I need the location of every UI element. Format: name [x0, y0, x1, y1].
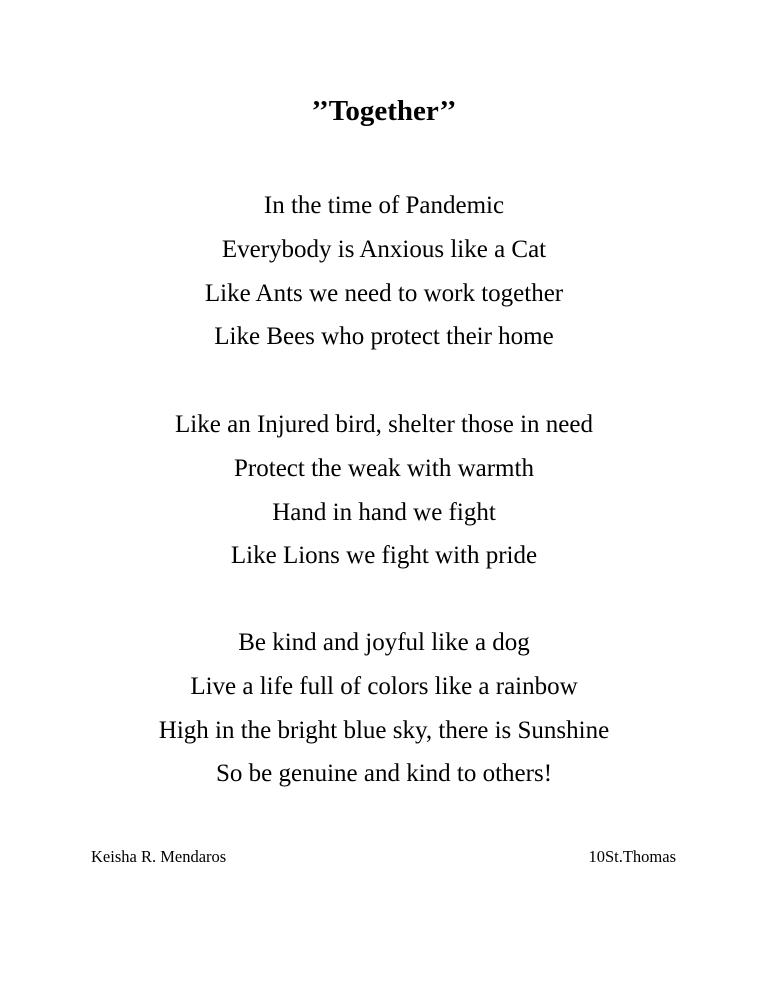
stanza-3 — [0, 621, 768, 796]
poem-line: So be genuine and kind to others! — [215, 760, 553, 788]
poem-line: Hand in hand we fight — [272, 498, 496, 526]
poem-line: High in the bright blue sky, there is Sunshine — [158, 716, 610, 744]
poem-line: Like Bees who protect their home — [214, 323, 554, 351]
poem-line: Live a life full of colors like a rainbow — [190, 672, 578, 700]
footer — [0, 845, 768, 869]
poem-line: Everybody is Anxious like a Cat — [221, 235, 547, 263]
stanza-2 — [0, 403, 768, 578]
author-name: Keisha R. Mendaros — [91, 847, 227, 866]
poem-line: In the time of Pandemic — [263, 192, 505, 219]
poem-line: Like Lions we fight with pride — [230, 542, 538, 570]
poem-line: Protect the weak with warmth — [234, 454, 534, 482]
class-section: 10St.Thomas — [588, 847, 676, 866]
poem-line: Be kind and joyful like a dog — [238, 629, 530, 656]
poem-line: Like Ants we need to work together — [204, 279, 564, 307]
stanza-1 — [0, 184, 768, 359]
poem-line: Like an Injured bird, shelter those in need — [175, 411, 593, 438]
poem-title: ’’Together’’ — [311, 95, 457, 127]
